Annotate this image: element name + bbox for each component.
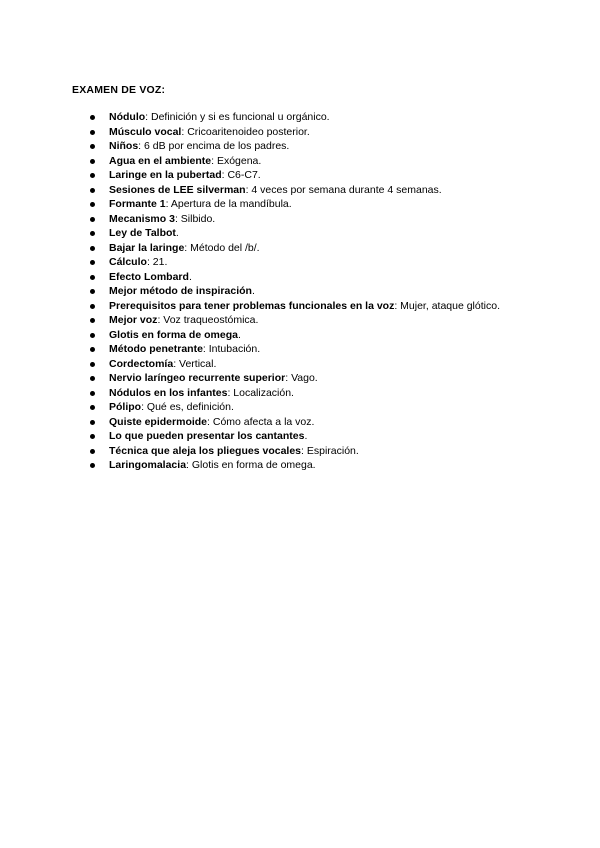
item-term: Efecto Lombard (109, 270, 189, 283)
list-item (72, 226, 572, 241)
item-term: Nódulo (109, 111, 146, 123)
item-term: Ley de Talbot (109, 227, 176, 239)
bullet-icon (90, 362, 95, 367)
item-term: Mecanismo 3 (109, 212, 175, 225)
list-item (72, 284, 572, 299)
list-item (72, 154, 572, 169)
item-description: . (251, 285, 255, 297)
list-item (72, 212, 572, 227)
bullet-icon (90, 434, 95, 439)
list-item (72, 299, 572, 314)
document-title: EXAMEN DE VOZ: (72, 84, 166, 96)
item-description: : Vertical. (173, 357, 217, 370)
bullet-icon (90, 246, 95, 251)
list-item (72, 429, 572, 444)
item-description: . (237, 328, 241, 341)
item-term: Laringe en la pubertad (109, 169, 222, 181)
list-item (72, 168, 572, 183)
item-term: Niños (109, 140, 139, 152)
list-item (72, 270, 572, 285)
bullet-icon (90, 391, 95, 396)
list-item (72, 371, 572, 386)
item-term: Pólipo (109, 401, 142, 413)
item-description: : Localización. (227, 386, 294, 399)
item-term: Prerequisitos para tener problemas funcionales en la voz (109, 299, 395, 312)
item-term: Quiste epidermoide (109, 415, 208, 428)
list-item (72, 110, 572, 125)
list-item (72, 255, 572, 270)
list-item (72, 183, 572, 198)
bullet-icon (90, 333, 95, 338)
bullet-icon (90, 159, 95, 164)
item-description: : Silbido. (174, 212, 216, 225)
item-term: Formante 1 (109, 198, 166, 210)
bullet-icon (90, 260, 95, 265)
list-item (72, 458, 572, 473)
list-item (72, 313, 572, 328)
list-item (72, 197, 572, 212)
item-description: : Glotis en forma de omega. (186, 459, 316, 471)
item-description: : Mujer, ataque glótico. (394, 299, 500, 312)
list-item (72, 139, 572, 154)
item-term: Nervio laríngeo recurrente superior (109, 372, 286, 384)
item-term: Mejor voz (109, 314, 158, 326)
item-description: : 21. (146, 256, 168, 268)
item-term: Bajar la laringe (109, 241, 185, 254)
item-description: : Intubación. (202, 343, 261, 355)
item-term: Método penetrante (109, 343, 203, 355)
list-item (72, 415, 572, 430)
list-item (72, 125, 572, 140)
bullet-icon (90, 289, 95, 294)
item-description: : 6 dB por encima de los padres. (138, 140, 290, 152)
list-item (72, 386, 572, 401)
item-description: . (188, 270, 192, 283)
bullet-icon (90, 405, 95, 410)
list-item (72, 328, 572, 343)
item-description: : Vago. (285, 372, 318, 384)
list-item (72, 241, 572, 256)
item-description: : Qué es, definición. (141, 401, 234, 413)
bullet-icon (90, 463, 95, 468)
item-description: : Método del /b/. (184, 241, 260, 254)
item-term: Laringomalacia (109, 459, 187, 471)
item-term: Cálculo (109, 256, 147, 268)
bullet-icon (90, 304, 95, 309)
bullet-icon (90, 449, 95, 454)
bullet-icon (90, 217, 95, 222)
bullet-icon (90, 420, 95, 425)
item-term: Sesiones de LEE silverman (109, 183, 246, 196)
item-term: Músculo vocal (109, 125, 182, 138)
list-item (72, 400, 572, 415)
bullet-icon (90, 376, 95, 381)
item-term: Agua en el ambiente (109, 154, 212, 167)
list-item (72, 444, 572, 459)
list-item (72, 357, 572, 372)
item-description: : C6-C7. (221, 169, 261, 181)
list-item (72, 342, 572, 357)
item-description: . (175, 227, 179, 239)
item-description: : Definición y si es funcional u orgánico. (145, 111, 330, 123)
item-term: Nódulos en los infantes (109, 386, 228, 399)
bullet-icon (90, 202, 95, 207)
item-description: : Apertura de la mandíbula. (165, 198, 292, 210)
item-term: Técnica que aleja los pliegues vocales (109, 444, 302, 457)
item-term: Lo que pueden presentar los cantantes (109, 430, 305, 442)
item-description: : Espiración. (301, 444, 359, 457)
bullet-icon (90, 115, 95, 120)
item-description: : 4 veces por semana durante 4 semanas. (245, 183, 442, 196)
bullet-list (72, 110, 572, 473)
bullet-icon (90, 318, 95, 323)
item-description: . (304, 430, 308, 442)
item-description: : Voz traqueostómica. (157, 314, 259, 326)
bullet-icon (90, 130, 95, 135)
item-term: Cordectomía (109, 357, 174, 370)
bullet-icon (90, 275, 95, 280)
bullet-icon (90, 173, 95, 178)
item-term: Mejor método de inspiración (109, 285, 252, 297)
item-description: : Cricoaritenoideo posterior. (181, 125, 310, 138)
item-description: : Exógena. (211, 154, 262, 167)
item-term: Glotis en forma de omega (109, 328, 238, 341)
bullet-icon (90, 231, 95, 236)
bullet-icon (90, 347, 95, 352)
bullet-icon (90, 144, 95, 149)
bullet-icon (90, 188, 95, 193)
item-description: : Cómo afecta a la voz. (207, 415, 315, 428)
